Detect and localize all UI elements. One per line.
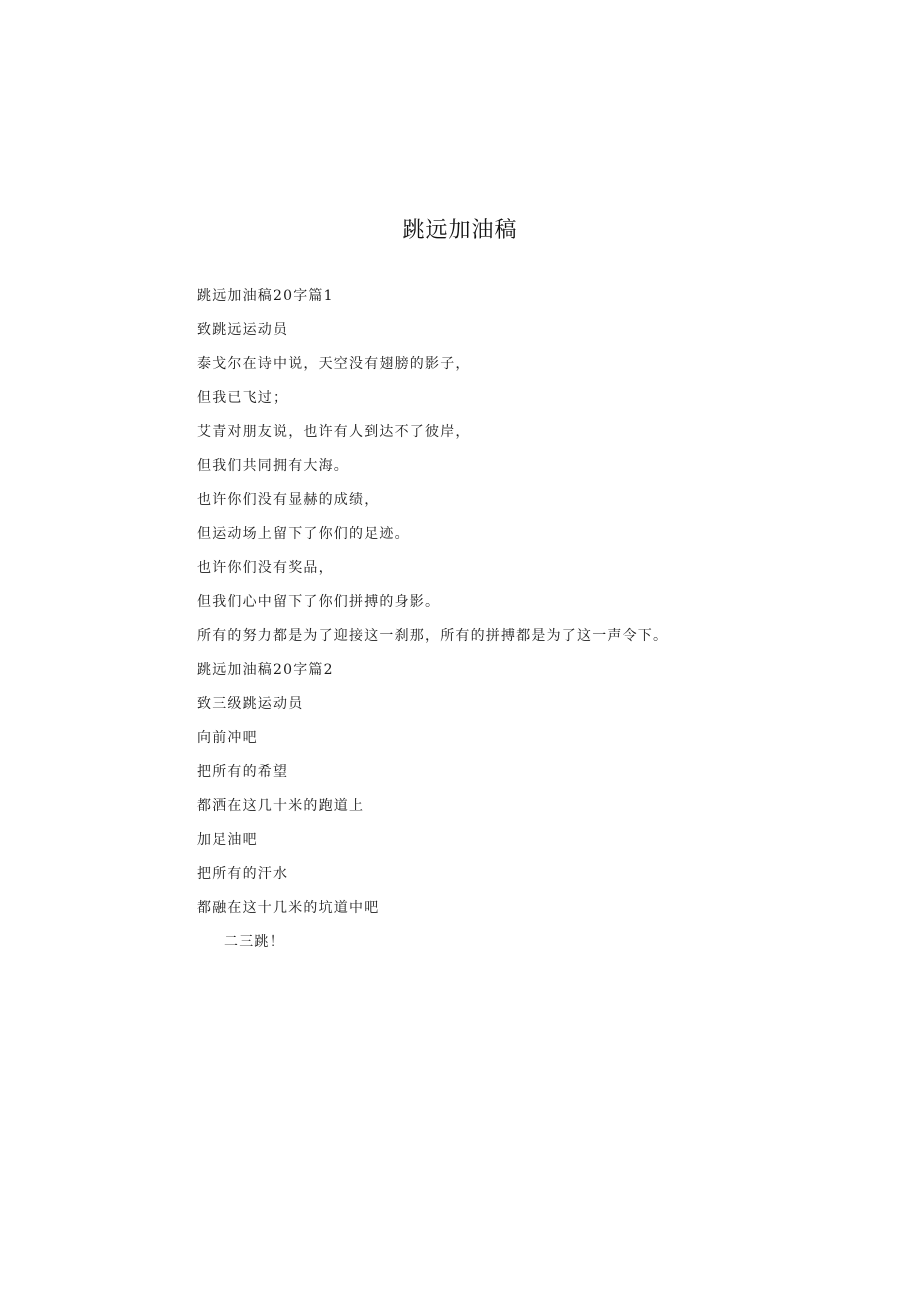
body-line: 艾青对朋友说，也许有人到达不了彼岸， <box>197 424 471 440</box>
body-line: 但我已飞过； <box>197 390 289 406</box>
document-title: 跳远加油稿 <box>402 218 518 243</box>
body-line: 所有的努力都是为了迎接这一刹那，所有的拼搏都是为了这一声令下。 <box>197 628 669 644</box>
body-line: 把所有的希望 <box>197 764 289 780</box>
body-line: 把所有的汗水 <box>197 866 289 882</box>
body-line: 泰戈尔在诗中说，天空没有翅膀的影子， <box>197 356 471 372</box>
body-line: 但我们心中留下了你们拼搏的身影。 <box>197 594 441 610</box>
body-line: 都洒在这几十米的跑道上 <box>197 798 365 814</box>
body-line: 也许你们没有奖品， <box>197 560 334 576</box>
section-heading-1: 跳远加油稿20字篇1 <box>197 288 334 304</box>
body-line: 加足油吧 <box>197 832 258 848</box>
body-line: 都融在这十几米的坑道中吧 <box>197 900 380 916</box>
document-body <box>197 279 717 959</box>
dedication-line: 致跳远运动员 <box>197 322 289 338</box>
body-line: 但我们共同拥有大海。 <box>197 458 349 474</box>
closing-line: 二三跳！ <box>224 934 285 950</box>
body-line: 但运动场上留下了你们的足迹。 <box>197 526 410 542</box>
body-line: 向前冲吧 <box>197 730 258 746</box>
section-heading-2: 跳远加油稿20字篇2 <box>197 662 334 678</box>
dedication-line: 致三级跳运动员 <box>197 696 304 712</box>
body-line: 也许你们没有显赫的成绩， <box>197 492 380 508</box>
